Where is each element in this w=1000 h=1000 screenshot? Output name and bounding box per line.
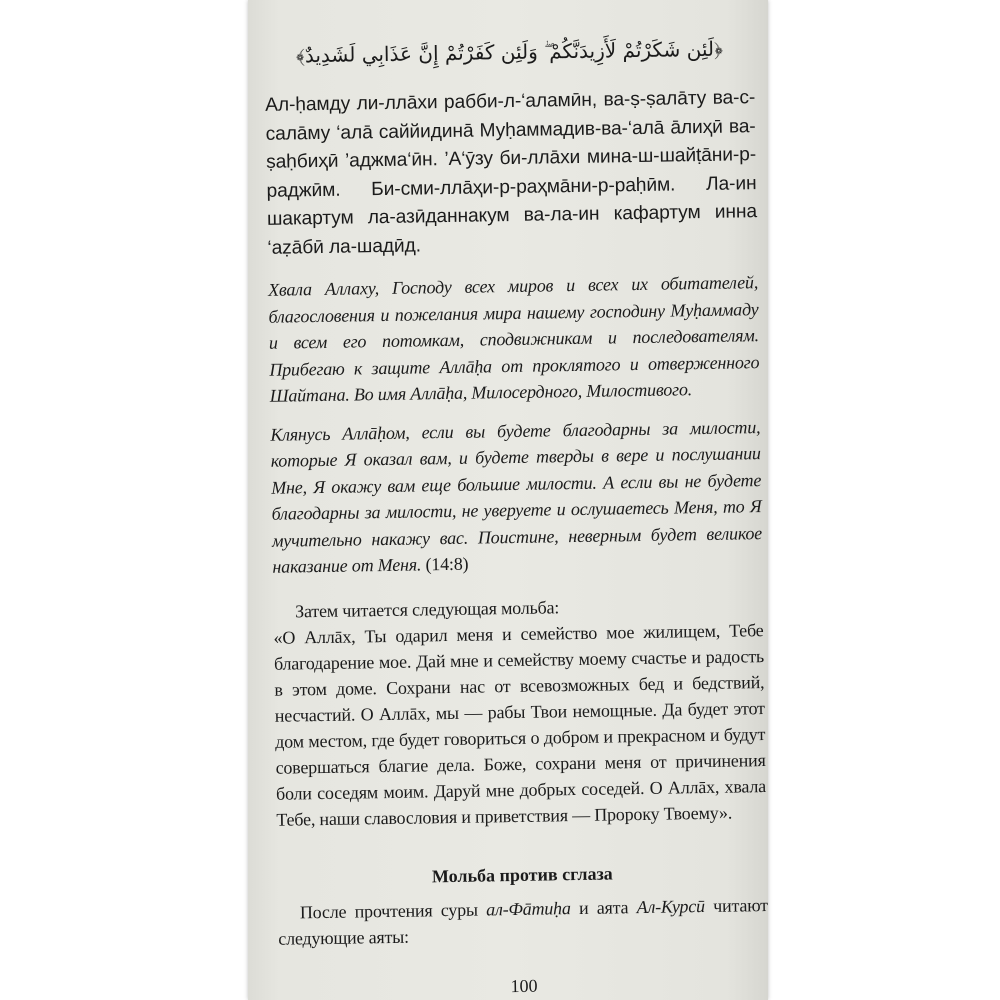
- book-page: [248, 0, 768, 1000]
- closing-paragraph: [278, 892, 768, 952]
- translation-paragraph-1: Хвала Аллаху, Господу всех миров и всех их обитателей, благословения и пожелания мира нашему господину Муḥаммаду и всем его потомкам, сподвижникам и последователям. Прибегаю к защите Аллāḥа от проклятого и отверженного Шайтана. Во имя Аллāḥа, Милосердного, Милостивого.: [267, 272, 760, 406]
- transliteration-paragraph: Ал-ḥамду ли-ллāхи рабби-л-‘аламӣн, ва-ṣ-ṣалāту ва-с-салāму ‘алā саййидинā Муḥаммадив-ва-‘алā āлиҳӣ ва-ṣаḥбиҳӣ ’аджма‘ӣн. ’А‘ӯзу би-ллāхи мина-ш-шайṭāни-р-раджӣм. Би-сми-ллāҳи-р-раҳмāни-р-раḥӣм. Ла-ин шакартум ла-азӣданнакум ва-ла-ин кафартум инна ‘аẓāбӣ ла-шадӣд.: [265, 87, 758, 259]
- intro-line: Затем читается следующая мольба:: [295, 596, 560, 621]
- page-number: 100: [510, 975, 538, 996]
- closing-ayah: Ал-Курсӣ: [636, 895, 705, 917]
- verse-reference: (14:8): [425, 553, 469, 575]
- prayer-paragraph: «О Аллāх, Ты одарил меня и семейство мое жилищем, Тебе благодарение мое. Дай мне и семейству моему счастье и радость в этом доме. Сохрани нас от всевозможных бед и бедствий, несчастий. О Аллāх, мы — рабы Твои немощные. Да будет этот дом местом, где будет говориться о добром и прекрасном и будут совершаться благие дела. Боже, сохрани меня от причинения боли соседям моим. Даруй мне добрых соседей. О Аллāх, хвала Тебе, наши славословия и приветствия — Пророку Твоему».: [273, 619, 767, 830]
- section-heading: Мольба против сглаза: [431, 862, 613, 886]
- closing-after: читают следующие аяты:: [278, 894, 768, 949]
- arabic-verse: ﴿لَئِن شَكَرْتُمْ لَأَزِيدَنَّكُمْ ۖ وَلَئِن كَفَرْتُمْ إِنَّ عَذَابِي لَشَدِيدٌ﴾: [295, 36, 724, 68]
- closing-middle: и аята: [570, 896, 637, 918]
- translation-2-text: Клянусь Аллāḥом, если вы будете благодарны за милости, которые Я оказал вам, и будете тверды в вере и послушании Мне, Я окажу вам еще большие милости. А если вы не будете благодарны за милости, не уверуете и ослушаетесь Меня, то Я мучительно накажу вас. Поистине, неверным будет великое наказание от Меня.: [270, 416, 763, 577]
- closing-before: После прочтения суры: [299, 898, 487, 922]
- page-content: [264, 22, 768, 1000]
- closing-surah: ал-Фāтиḥа: [486, 897, 571, 919]
- translation-paragraph-2: [270, 414, 762, 581]
